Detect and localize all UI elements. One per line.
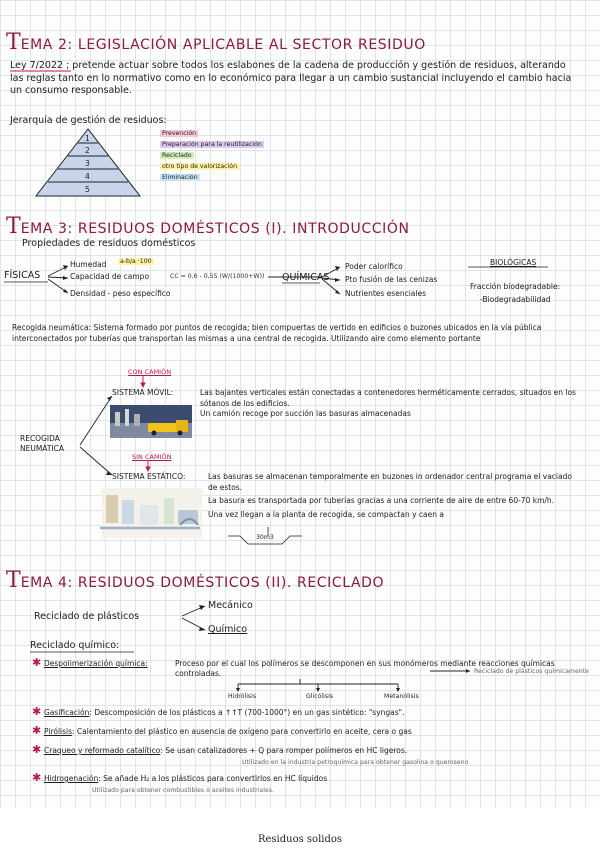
pirol-label: Pirólisis bbox=[44, 727, 73, 736]
biologicas-label: BIOLÓGICAS bbox=[490, 258, 537, 267]
reciclado-plasticos-label: Reciclado de plásticos bbox=[34, 611, 140, 622]
hierarchy-legend bbox=[160, 130, 264, 181]
hidro-text: : Se añade H₂ a los plásticos para convertirlos en HC líquidos bbox=[98, 774, 328, 783]
despol-hidrolisis: Hidrólisis bbox=[228, 693, 257, 700]
gasif-label: Gasificación bbox=[44, 708, 90, 717]
static-system-illustration bbox=[100, 488, 202, 538]
fisicas-label: FÍSICAS bbox=[4, 270, 41, 281]
pirol-text: : Calentamiento del plástico en ausencia de oxígeno para convertirlo en aceite, cera o gas bbox=[72, 727, 412, 736]
despol-glicolisis: Glicólisis bbox=[306, 693, 334, 700]
quimicas-fusion: Pto fusión de las cenizas bbox=[345, 275, 438, 284]
con-camion-label: CON CAMIÓN bbox=[128, 368, 172, 376]
despol-note: Reciclado de plásticos químicamente bbox=[474, 668, 589, 675]
sistema-estatico-label: SISTEMA ESTÁTICO: bbox=[112, 472, 186, 481]
sin-camion-label: SIN CAMIÓN bbox=[132, 453, 172, 461]
hidro-line bbox=[44, 774, 327, 783]
pyramid-level-3: 3 bbox=[85, 159, 90, 168]
estatico-line-1: Las basuras se almacenan temporalmente en buzones in ordenador central programa el vaciado de estos. bbox=[208, 472, 572, 492]
hidro-label: Hidrogenación bbox=[44, 774, 99, 783]
recogida-center-line-1: RECOGIDA bbox=[20, 434, 60, 443]
movil-line-2: Un camión recoge por succión las basuras almacenadas bbox=[200, 409, 411, 418]
craqueo-text: : Se usan catalizadores + Q para romper polímeros en HC ligeros. bbox=[160, 746, 408, 755]
tema4-title: TEMA 4: RESIDUOS DOMÉSTICOS (II). RECICLADO bbox=[6, 568, 385, 593]
movil-text bbox=[200, 388, 580, 420]
recogida-center-line-2: NEUMÁTICA bbox=[20, 444, 65, 453]
bullet-craqueo: ✱ bbox=[32, 743, 42, 756]
despol-metanolisis: Metanólisis bbox=[384, 693, 419, 700]
despol-text: Proceso por el cual los polímeros se descomponen en sus monómeros mediante reacciones químicas controladas. bbox=[175, 659, 555, 678]
recogida-label: Recogida neumática: bbox=[12, 323, 92, 332]
properties-subtitle: Propiedades de residuos domésticos bbox=[22, 238, 196, 249]
estatico-text bbox=[208, 472, 578, 520]
despol-label: Despolimerización química: bbox=[44, 659, 148, 668]
legend-reutilizacion: Preparación para la reutilización bbox=[162, 141, 262, 148]
hidro-note: Utilizado para obtener combustibles o aceites industriales. bbox=[92, 787, 274, 794]
fisicas-densidad: Densidad - peso específico bbox=[70, 289, 171, 298]
recogida-paragraph bbox=[12, 323, 582, 344]
reciclado-quimico-heading: Reciclado químico: bbox=[30, 640, 120, 651]
reciclado-mecanico: Mecánico bbox=[208, 600, 253, 611]
law-paragraph bbox=[10, 60, 582, 98]
biologicas-fraccion: Fracción biodegradable: bbox=[470, 282, 561, 291]
craqueo-label: Craqueo y reformado catalítico bbox=[44, 746, 161, 755]
legend-eliminacion: Eliminación bbox=[162, 174, 198, 181]
distance-label: 30m3 bbox=[256, 534, 274, 541]
reciclado-quimico: Químico bbox=[208, 624, 248, 635]
estatico-line-3: Una vez llegan a la planta de recogida, se compactan y caen a bbox=[208, 509, 444, 519]
pyramid-level-4: 4 bbox=[85, 172, 90, 181]
quimicas-nutrientes: Nutrientes esenciales bbox=[345, 289, 426, 298]
movil-line-1: Las bajantes verticales están conectadas a contenedores herméticamente cerrados, situados en los sótanos de los edificios. bbox=[200, 388, 576, 408]
biologicas-biodegradabilidad: -Biodegradabilidad bbox=[480, 295, 551, 304]
craqueo-line bbox=[44, 746, 407, 755]
recogida-text: Sistema formado por puntos de recogida; bien compuertas de vertido en edificios o buzones ubicados en la vía pública interconectados por tuberías que transportan las mismas a una central de recogida. Utilizando aire como elemento portante bbox=[12, 323, 542, 343]
pyramid-level-2: 2 bbox=[85, 146, 90, 155]
tema2-title: TEMA 2: LEGISLACIÓN APLICABLE AL SECTOR RESIDUO bbox=[6, 30, 426, 55]
legend-valorizacion: otro tipo de valorización bbox=[162, 163, 237, 170]
craqueo-note: Utilizado en la industria petroquímica para obtener gasolina o queroseno bbox=[242, 759, 469, 766]
page-footer: Residuos solidos bbox=[257, 834, 343, 845]
hierarchy-label: Jerarquía de gestión de residuos: bbox=[10, 115, 167, 126]
quimicas-poder: Poder calorífico bbox=[345, 262, 403, 271]
pirol-line bbox=[44, 727, 412, 736]
legend-prevencion: Prevención bbox=[162, 130, 197, 137]
recogida-center-label bbox=[20, 434, 64, 454]
formula-humedad: a-b/a ·100 bbox=[120, 258, 152, 265]
pyramid-level-5: 5 bbox=[85, 185, 90, 194]
mobile-system-illustration bbox=[110, 405, 192, 438]
pyramid-level-1: 1 bbox=[85, 134, 90, 143]
quimicas-label: QUÍMICAS bbox=[282, 272, 330, 283]
bullet-despol: ✱ bbox=[32, 656, 42, 669]
bullet-gasif: ✱ bbox=[32, 705, 42, 718]
legend-reciclado: Reciclado bbox=[162, 152, 192, 159]
tema3-title: TEMA 3: RESIDUOS DOMÉSTICOS (I). INTRODUCCIÓN bbox=[6, 214, 410, 239]
bullet-pirol: ✱ bbox=[32, 724, 42, 737]
law-text: ; pretende actuar sobre todos los eslabones de la cadena de producción y gestión de residuos, alterando las reglas tanto en lo normativo como en lo económico para llegar a un cambio sustancial incluyendo el cambio hacia un consumo responsable. bbox=[10, 60, 572, 96]
formula-capacidad: CC = 0,6 - 0,55 (W/(1000+W)) bbox=[170, 273, 265, 280]
law-label: Ley 7/2022 bbox=[10, 60, 64, 71]
estatico-line-2: La basura es transportada por tuberías gracias a una corriente de aire de entre 60-70 km/h. bbox=[208, 496, 555, 505]
gasif-line bbox=[44, 708, 405, 717]
fisicas-capacidad: Capacidad de campo bbox=[70, 272, 150, 281]
bullet-hidro: ✱ bbox=[32, 771, 42, 784]
sistema-movil-label: SISTEMA MÓVIL: bbox=[112, 388, 174, 397]
fisicas-humedad: Humedad bbox=[70, 260, 107, 269]
gasif-text: : Descomposición de los plásticos a ↑↑T (700-1000°) en un gas sintético: "syngas". bbox=[89, 708, 405, 717]
